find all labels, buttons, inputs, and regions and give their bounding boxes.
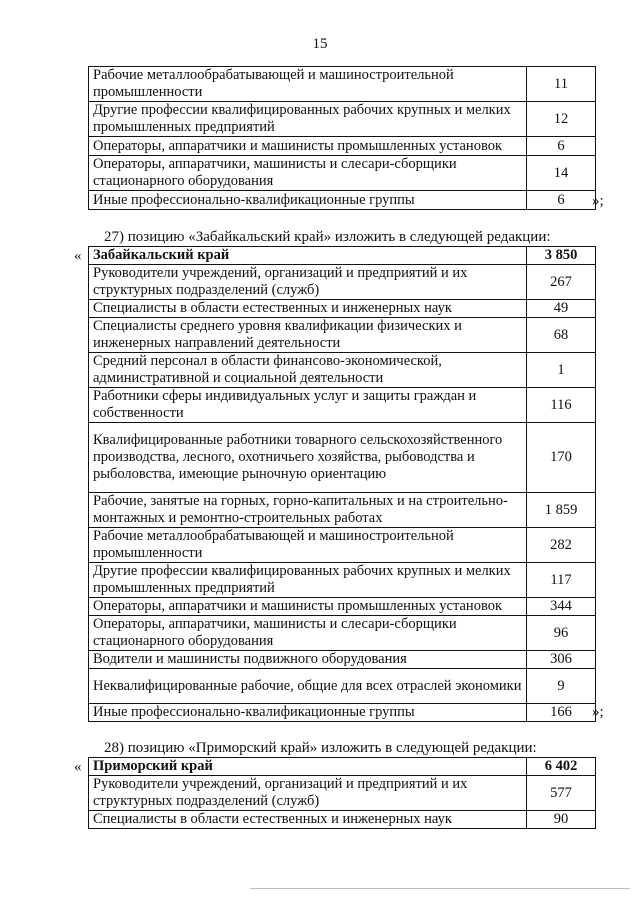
row-label: Рабочие металлообрабатывающей и машиностроительной промышленности [89, 528, 527, 563]
row-label: Неквалифицированные рабочие, общие для всех отраслей экономики [89, 669, 527, 704]
row-label: Операторы, аппаратчики и машинисты промышленных установок [89, 598, 527, 616]
table-row [89, 191, 596, 210]
closing-quote: »; [592, 193, 604, 209]
row-label: Руководители учреждений, организаций и предприятий и их структурных подразделений (служб) [89, 265, 527, 300]
table-primorsky [88, 757, 596, 829]
table-row [89, 669, 596, 704]
row-value: 306 [527, 651, 596, 669]
table-continuation [88, 66, 596, 210]
row-label: Другие профессии квалифицированных рабочих крупных и мелких промышленных предприятий [89, 563, 527, 598]
row-label: Иные профессионально-квалификационные группы [89, 191, 527, 210]
row-value: 68 [527, 318, 596, 353]
row-label: Операторы, аппаратчики, машинисты и слесари-сборщики стационарного оборудования [89, 616, 527, 651]
table-row [89, 704, 596, 722]
row-label: Руководители учреждений, организаций и предприятий и их структурных подразделений (служб) [89, 776, 527, 811]
row-value: 1 859 [527, 493, 596, 528]
table-row [89, 300, 596, 318]
table-row [89, 318, 596, 353]
row-value: 14 [527, 156, 596, 191]
row-label: Рабочие металлообрабатывающей и машиностроительной промышленности [89, 67, 527, 102]
table-row [89, 616, 596, 651]
row-label: Операторы, аппаратчики и машинисты промышленных установок [89, 137, 527, 156]
table-row [89, 811, 596, 829]
region-name: Забайкальский край [89, 247, 527, 265]
row-label: Специалисты в области естественных и инженерных наук [89, 811, 527, 829]
row-value: 166 [527, 704, 596, 722]
table-row [89, 265, 596, 300]
table-row [89, 156, 596, 191]
table-row [89, 563, 596, 598]
row-value: 12 [527, 102, 596, 137]
region-total: 6 402 [527, 758, 596, 776]
row-value: 116 [527, 388, 596, 423]
row-label: Иные профессионально-квалификационные группы [89, 704, 527, 722]
row-value: 6 [527, 191, 596, 210]
paragraph-27: 27) позицию «Забайкальский край» изложить в следующей редакции: [104, 229, 551, 245]
row-label: Средний персонал в области финансово-экономической, административной и социальной деятельности [89, 353, 527, 388]
row-label: Специалисты среднего уровня квалификации физических и инженерных направлений деятельности [89, 318, 527, 353]
bottom-scan-line [250, 888, 630, 889]
row-value: 49 [527, 300, 596, 318]
table-row [89, 137, 596, 156]
row-value: 1 [527, 353, 596, 388]
region-total: 3 850 [527, 247, 596, 265]
row-label: Специалисты в области естественных и инженерных наук [89, 300, 527, 318]
table-row [89, 67, 596, 102]
table-row [89, 423, 596, 493]
row-value: 577 [527, 776, 596, 811]
row-label: Водители и машинисты подвижного оборудования [89, 651, 527, 669]
row-label: Другие профессии квалифицированных рабочих крупных и мелких промышленных предприятий [89, 102, 527, 137]
page-number: 15 [312, 36, 328, 52]
table-row [89, 102, 596, 137]
row-value: 344 [527, 598, 596, 616]
row-label: Работники сферы индивидуальных услуг и защиты граждан и собственности [89, 388, 527, 423]
table-row [89, 353, 596, 388]
table-row [89, 528, 596, 563]
table-header-row [89, 758, 596, 776]
row-value: 6 [527, 137, 596, 156]
row-value: 117 [527, 563, 596, 598]
row-value: 282 [527, 528, 596, 563]
table-row [89, 598, 596, 616]
region-name: Приморский край [89, 758, 527, 776]
table-row [89, 388, 596, 423]
row-value: 267 [527, 265, 596, 300]
row-value: 96 [527, 616, 596, 651]
table-header-row [89, 247, 596, 265]
row-value: 11 [527, 67, 596, 102]
row-value: 90 [527, 811, 596, 829]
table-row [89, 493, 596, 528]
row-value: 170 [527, 423, 596, 493]
row-label: Квалифицированные работники товарного сельскохозяйственного производства, лесного, охотничьего хозяйства, рыбоводства и рыболовства, имеющие рыночную ориентацию [89, 423, 527, 493]
opening-quote: « [74, 759, 82, 775]
row-label: Рабочие, занятые на горных, горно-капитальных и на строительно-монтажных и ремонтно-строительных работах [89, 493, 527, 528]
closing-quote: »; [592, 704, 604, 720]
row-value: 9 [527, 669, 596, 704]
table-row [89, 776, 596, 811]
opening-quote: « [74, 248, 82, 264]
table-row [89, 651, 596, 669]
row-label: Операторы, аппаратчики, машинисты и слесари-сборщики стационарного оборудования [89, 156, 527, 191]
paragraph-28: 28) позицию «Приморский край» изложить в следующей редакции: [104, 740, 537, 756]
table-zabaikalsky [88, 246, 596, 722]
